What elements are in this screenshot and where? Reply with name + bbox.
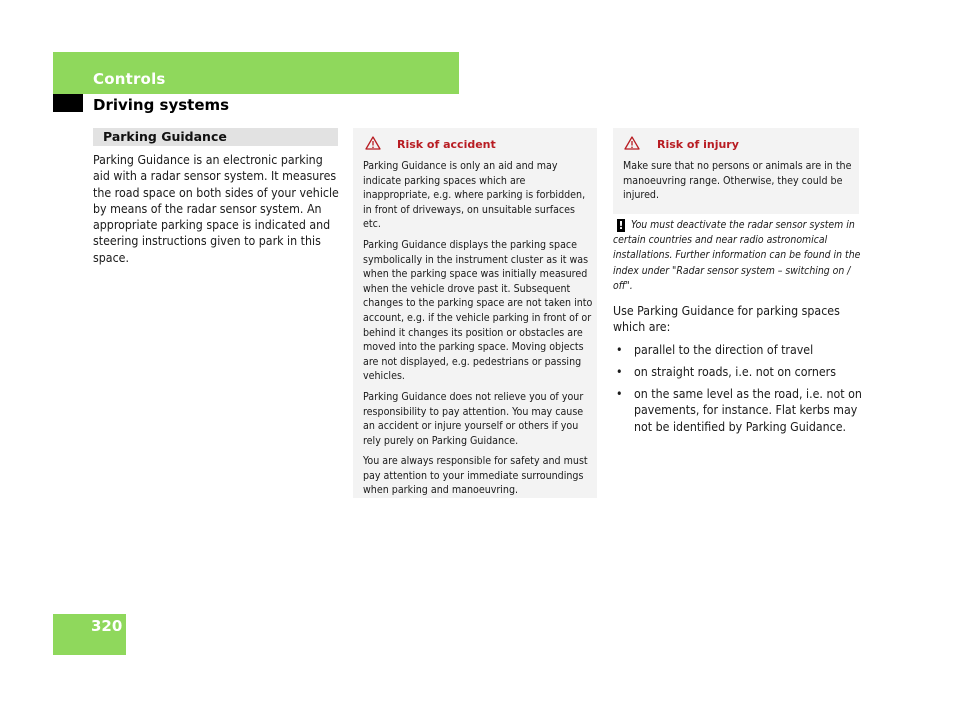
- warning-paragraph: You are always responsible for safety and must pay attention to your immediate surroundings when parking and manoeuvring.: [363, 455, 588, 497]
- warning-heading-injury: Risk of injury: [657, 138, 739, 151]
- warning-text-accident: [363, 159, 593, 504]
- warning-paragraph: Parking Guidance is only an aid and may indicate parking spaces which are inappropriate, e.g. where parking is forbidden, in front of driveways, on unsuitable surfaces etc.: [363, 160, 586, 231]
- list-item-text: on straight roads, i.e. not on corners: [634, 365, 836, 379]
- bullet-icon: •: [616, 387, 623, 401]
- bullet-icon: •: [616, 343, 623, 357]
- warning-text-injury: Make sure that no persons or animals are in the manoeuvring range. Otherwise, they could be injured.: [623, 160, 852, 202]
- warning-paragraph: Parking Guidance displays the parking space symbolically in the instrument cluster as it was when the parking space was initially measured when the vehicle drove past it. Subsequent changes to the parking space are not taken into account, e.g. if the vehicle parking in front of or behind it changes its position or obstacles are moved into the parking space. Moving objects are not displayed, e.g. pedestrians or passing vehicles.: [363, 238, 593, 383]
- bullet-icon: •: [616, 365, 623, 379]
- intro-paragraph: Parking Guidance is an electronic parking aid with a radar sensor system. It measures the road space on both sides of your vehicle by means of the radar sensor system. An appropriate parking space is indicated and steering instructions given to park in this space.: [93, 153, 339, 265]
- warning-triangle-icon: [624, 136, 640, 150]
- header-marker: [53, 94, 83, 112]
- warning-heading-accident: Risk of accident: [397, 138, 496, 151]
- header-subsection-title: Driving systems: [93, 96, 230, 114]
- note-text: You must deactivate the radar sensor system in certain countries and near radio astronomical installations. Further information can be found in the index under "Radar sensor system – switching on / off".: [613, 219, 861, 292]
- usage-intro: Use Parking Guidance for parking spaces which are:: [613, 304, 840, 335]
- header-section-title: Controls: [93, 70, 166, 88]
- page-number: 320: [91, 617, 123, 635]
- list-item-text: parallel to the direction of travel: [634, 343, 814, 357]
- warning-paragraph: Parking Guidance does not relieve you of your responsibility to pay attention. You may cause an accident or injure yourself or others if you rely purely on Parking Guidance.: [363, 390, 584, 447]
- exclamation-icon: !: [618, 219, 624, 232]
- section-title: Parking Guidance: [103, 129, 227, 144]
- warning-triangle-icon: [365, 136, 381, 150]
- list-item-text: on the same level as the road, i.e. not on pavements, for instance. Flat kerbs may not be identified by Parking Guidance.: [634, 387, 862, 434]
